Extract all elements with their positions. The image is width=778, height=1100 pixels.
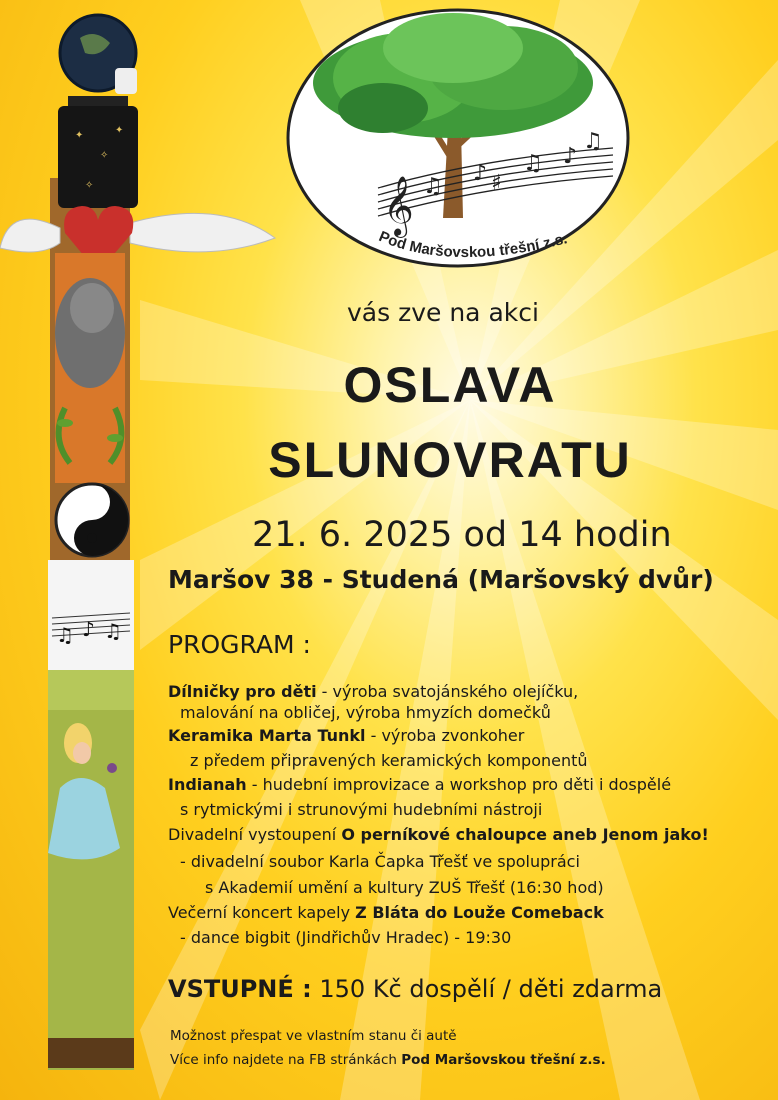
- program-item-desc: - hudební improvizace a workshop pro děti i dospělé: [246, 775, 672, 794]
- svg-text:♫: ♫: [423, 174, 443, 199]
- event-datetime: 21. 6. 2025 od 14 hodin: [252, 515, 672, 555]
- svg-text:♯: ♯: [491, 171, 502, 196]
- invitation-text: vás zve na akci: [347, 298, 539, 327]
- svg-text:✦: ✦: [115, 125, 124, 136]
- program-item-name: O perníkové chaloupce aneb Jenom jako!: [341, 825, 709, 844]
- program-item-indianah: [168, 775, 671, 795]
- event-place: Maršov 38 - Studená (Maršovský dvůr): [168, 565, 714, 594]
- logo-text: Pod Maršovskou třešní z.s.: [376, 228, 569, 262]
- svg-text:✦: ✦: [75, 130, 84, 141]
- program-item-ceramics: [168, 726, 524, 746]
- program-item-name: Dílničky pro děti: [168, 682, 317, 701]
- camping-note: Možnost přespat ve vlastním stanu či autě: [170, 1028, 457, 1044]
- facebook-page-name: Pod Maršovskou třešní z.s.: [401, 1052, 606, 1068]
- facebook-note-text: Více info najdete na FB stránkách: [170, 1052, 402, 1068]
- svg-text:𝄞: 𝄞: [383, 176, 414, 236]
- totem-pole-image: [20, 8, 280, 1088]
- program-item-desc: - výroba zvonkoher: [365, 726, 525, 745]
- event-title-line2: SLUNOVRATU: [268, 432, 632, 488]
- admission: [168, 975, 662, 1003]
- svg-text:✧: ✧: [85, 180, 94, 191]
- svg-text:♪: ♪: [473, 161, 488, 186]
- program-heading: PROGRAM :: [168, 630, 311, 659]
- program-item-name: Keramika Marta Tunkl: [168, 726, 366, 745]
- facebook-note: [170, 1052, 606, 1068]
- program-item-cont: s rytmickými i strunovými hudebními nástroji: [180, 800, 543, 819]
- organization-logo: [283, 8, 633, 273]
- program-item-desc: - výroba svatojánského olejíčku,: [316, 682, 579, 701]
- design-credit: [2, 985, 42, 1025]
- svg-text:♫: ♫: [583, 129, 603, 154]
- program-item-cont: malování na obličej, výroba hmyzích domečků: [180, 703, 551, 722]
- program-item-concert: [168, 903, 604, 923]
- svg-text:♫: ♫: [104, 619, 122, 643]
- program-item-desc: Divadelní vystoupení: [168, 825, 342, 844]
- svg-text:♪: ♪: [563, 144, 578, 169]
- program-item-name: Z Bláta do Louže Comeback: [355, 903, 604, 922]
- svg-text:♪: ♪: [82, 617, 95, 641]
- program-item-cont: - divadelní soubor Karla Čapka Třešť ve spolupráci: [180, 852, 580, 871]
- program-item-cont: s Akademií umění a kultury ZUŠ Třešť (16:30 hod): [205, 878, 604, 897]
- program-item-desc: Večerní koncert kapely: [168, 903, 356, 922]
- program-item-theatre: [168, 825, 709, 845]
- program-item-cont: z předem připravených keramických komponentů: [190, 751, 588, 770]
- svg-text:✧: ✧: [100, 150, 109, 161]
- event-title-line1: OSLAVA: [343, 357, 557, 413]
- svg-text:♫: ♫: [523, 151, 543, 176]
- admission-label: VSTUPNÉ :: [168, 975, 312, 1003]
- program-item-name: Indianah: [168, 775, 247, 794]
- admission-price: 150 Kč dospělí / děti zdarma: [311, 975, 663, 1003]
- svg-text:♫: ♫: [56, 623, 74, 647]
- program-item-cont: - dance bigbit (Jindřichův Hradec) - 19:30: [180, 928, 512, 947]
- program-item-workshops: [168, 682, 578, 702]
